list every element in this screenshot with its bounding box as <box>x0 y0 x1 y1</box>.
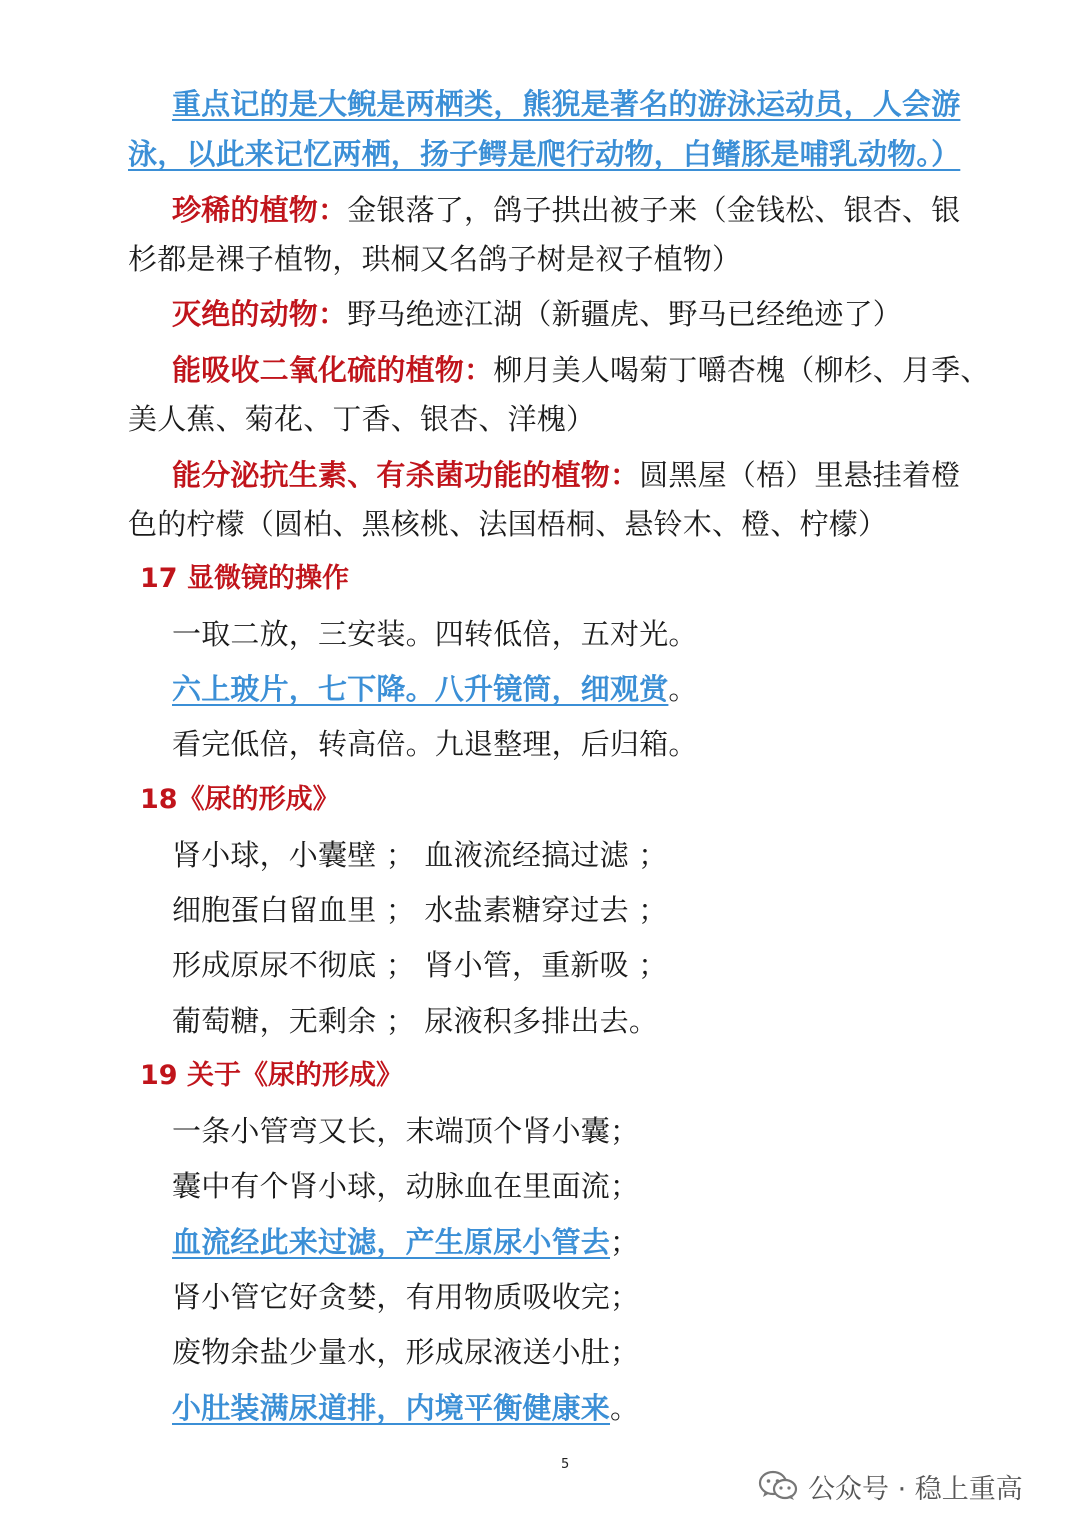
s18-line: 肾小球，小囊壁 ； 血液流经搞过滤 ； <box>172 838 668 872</box>
intro-line-1: 重点记的是大鲵是两栖类，熊猊是著名的游泳运动员，人会游 <box>172 87 961 121</box>
extinct-label: 灭绝的动物： <box>172 297 348 331</box>
s17-line-3: 看完低倍，转高倍。九退整理，后归箱。 <box>172 727 698 761</box>
extinct-text: 野马绝迹江湖（新疆虎、野马已经绝迹了） <box>347 297 903 331</box>
s17-line-2-highlight: 六上玻片，七下降。八升镜筒，细观赏 <box>172 672 669 706</box>
s18-line: 形成原尿不彻底 ； 肾小管，重新吸 ； <box>172 948 668 982</box>
s17-line-2 <box>172 669 698 709</box>
s18-line: 葡萄糖，无剩余 ； 尿液积多排出去。 <box>172 1004 659 1038</box>
s19-line-1: 一条小管弯又长，末端顶个肾小囊； <box>172 1114 640 1148</box>
s17-line-2-tail: 。 <box>668 672 698 706</box>
section-19-heading: 19 关于《尿的形成》 <box>140 1060 403 1091</box>
plants-label: 珍稀的植物： <box>172 193 348 227</box>
s19-line-6 <box>172 1388 639 1428</box>
s19-line-3 <box>172 1222 639 1262</box>
section-18-heading: 18《尿的形成》 <box>140 784 340 815</box>
antibiotic-line-2: 色的柠檬（圆柏、黑核桃、法国梧桐、悬铃木、橙、柠檬） <box>128 507 888 541</box>
s19-line-5: 废物余盐少量水，形成尿液送小肚； <box>172 1335 640 1369</box>
so2-line-1 <box>172 350 990 390</box>
so2-label: 能吸收二氧化硫的植物： <box>172 353 494 387</box>
page-number: 5 <box>561 1457 570 1472</box>
plants-text-1: 金银落了，鸽子拱出被子来（金钱松、银杏、银 <box>347 193 961 227</box>
s17-line-1: 一取二放，三安装。四转低倍，五对光。 <box>172 617 698 651</box>
section-17-heading: 17 显微镜的操作 <box>140 563 349 594</box>
so2-text-1: 柳月美人喝菊丁嚼杏槐（柳杉、月季、 <box>493 353 990 387</box>
extinct-line <box>172 294 902 334</box>
plants-line-1 <box>172 190 960 230</box>
s19-line-3-highlight: 血流经此来过滤，产生原尿小管去 <box>172 1225 611 1259</box>
s19-line-4: 肾小管它好贪婪，有用物质吸收完； <box>172 1280 640 1314</box>
antibiotic-label: 能分泌抗生素、有杀菌功能的植物： <box>172 458 640 492</box>
s19-line-3-tail: ； <box>610 1225 640 1259</box>
antibiotic-text-1: 圆黑屋（梧）里悬挂着橙 <box>639 458 961 492</box>
s19-line-6-highlight: 小肚装满尿道排，内境平衡健康来 <box>172 1391 611 1425</box>
watermark-text: 公众号 · 稳上重高 <box>808 1473 1023 1505</box>
s19-line-6-tail: 。 <box>610 1391 640 1425</box>
watermark <box>758 1466 1023 1506</box>
plants-line-2: 杉都是裸子植物，珙桐又名鸽子树是衩子植物） <box>128 242 742 276</box>
intro-line-2: 泳，以此来记忆两栖，扬子鳄是爬行动物，白鳍豚是哺乳动物。） <box>128 137 961 171</box>
s18-line: 细胞蛋白留血里 ； 水盐素糖穿过去 ； <box>172 893 668 927</box>
wechat-icon <box>758 1470 798 1502</box>
antibiotic-line-1 <box>172 455 960 495</box>
so2-line-2: 美人蕉、菊花、丁香、银杏、洋槐） <box>128 402 596 436</box>
s19-line-2: 囊中有个肾小球，动脉血在里面流； <box>172 1169 640 1203</box>
